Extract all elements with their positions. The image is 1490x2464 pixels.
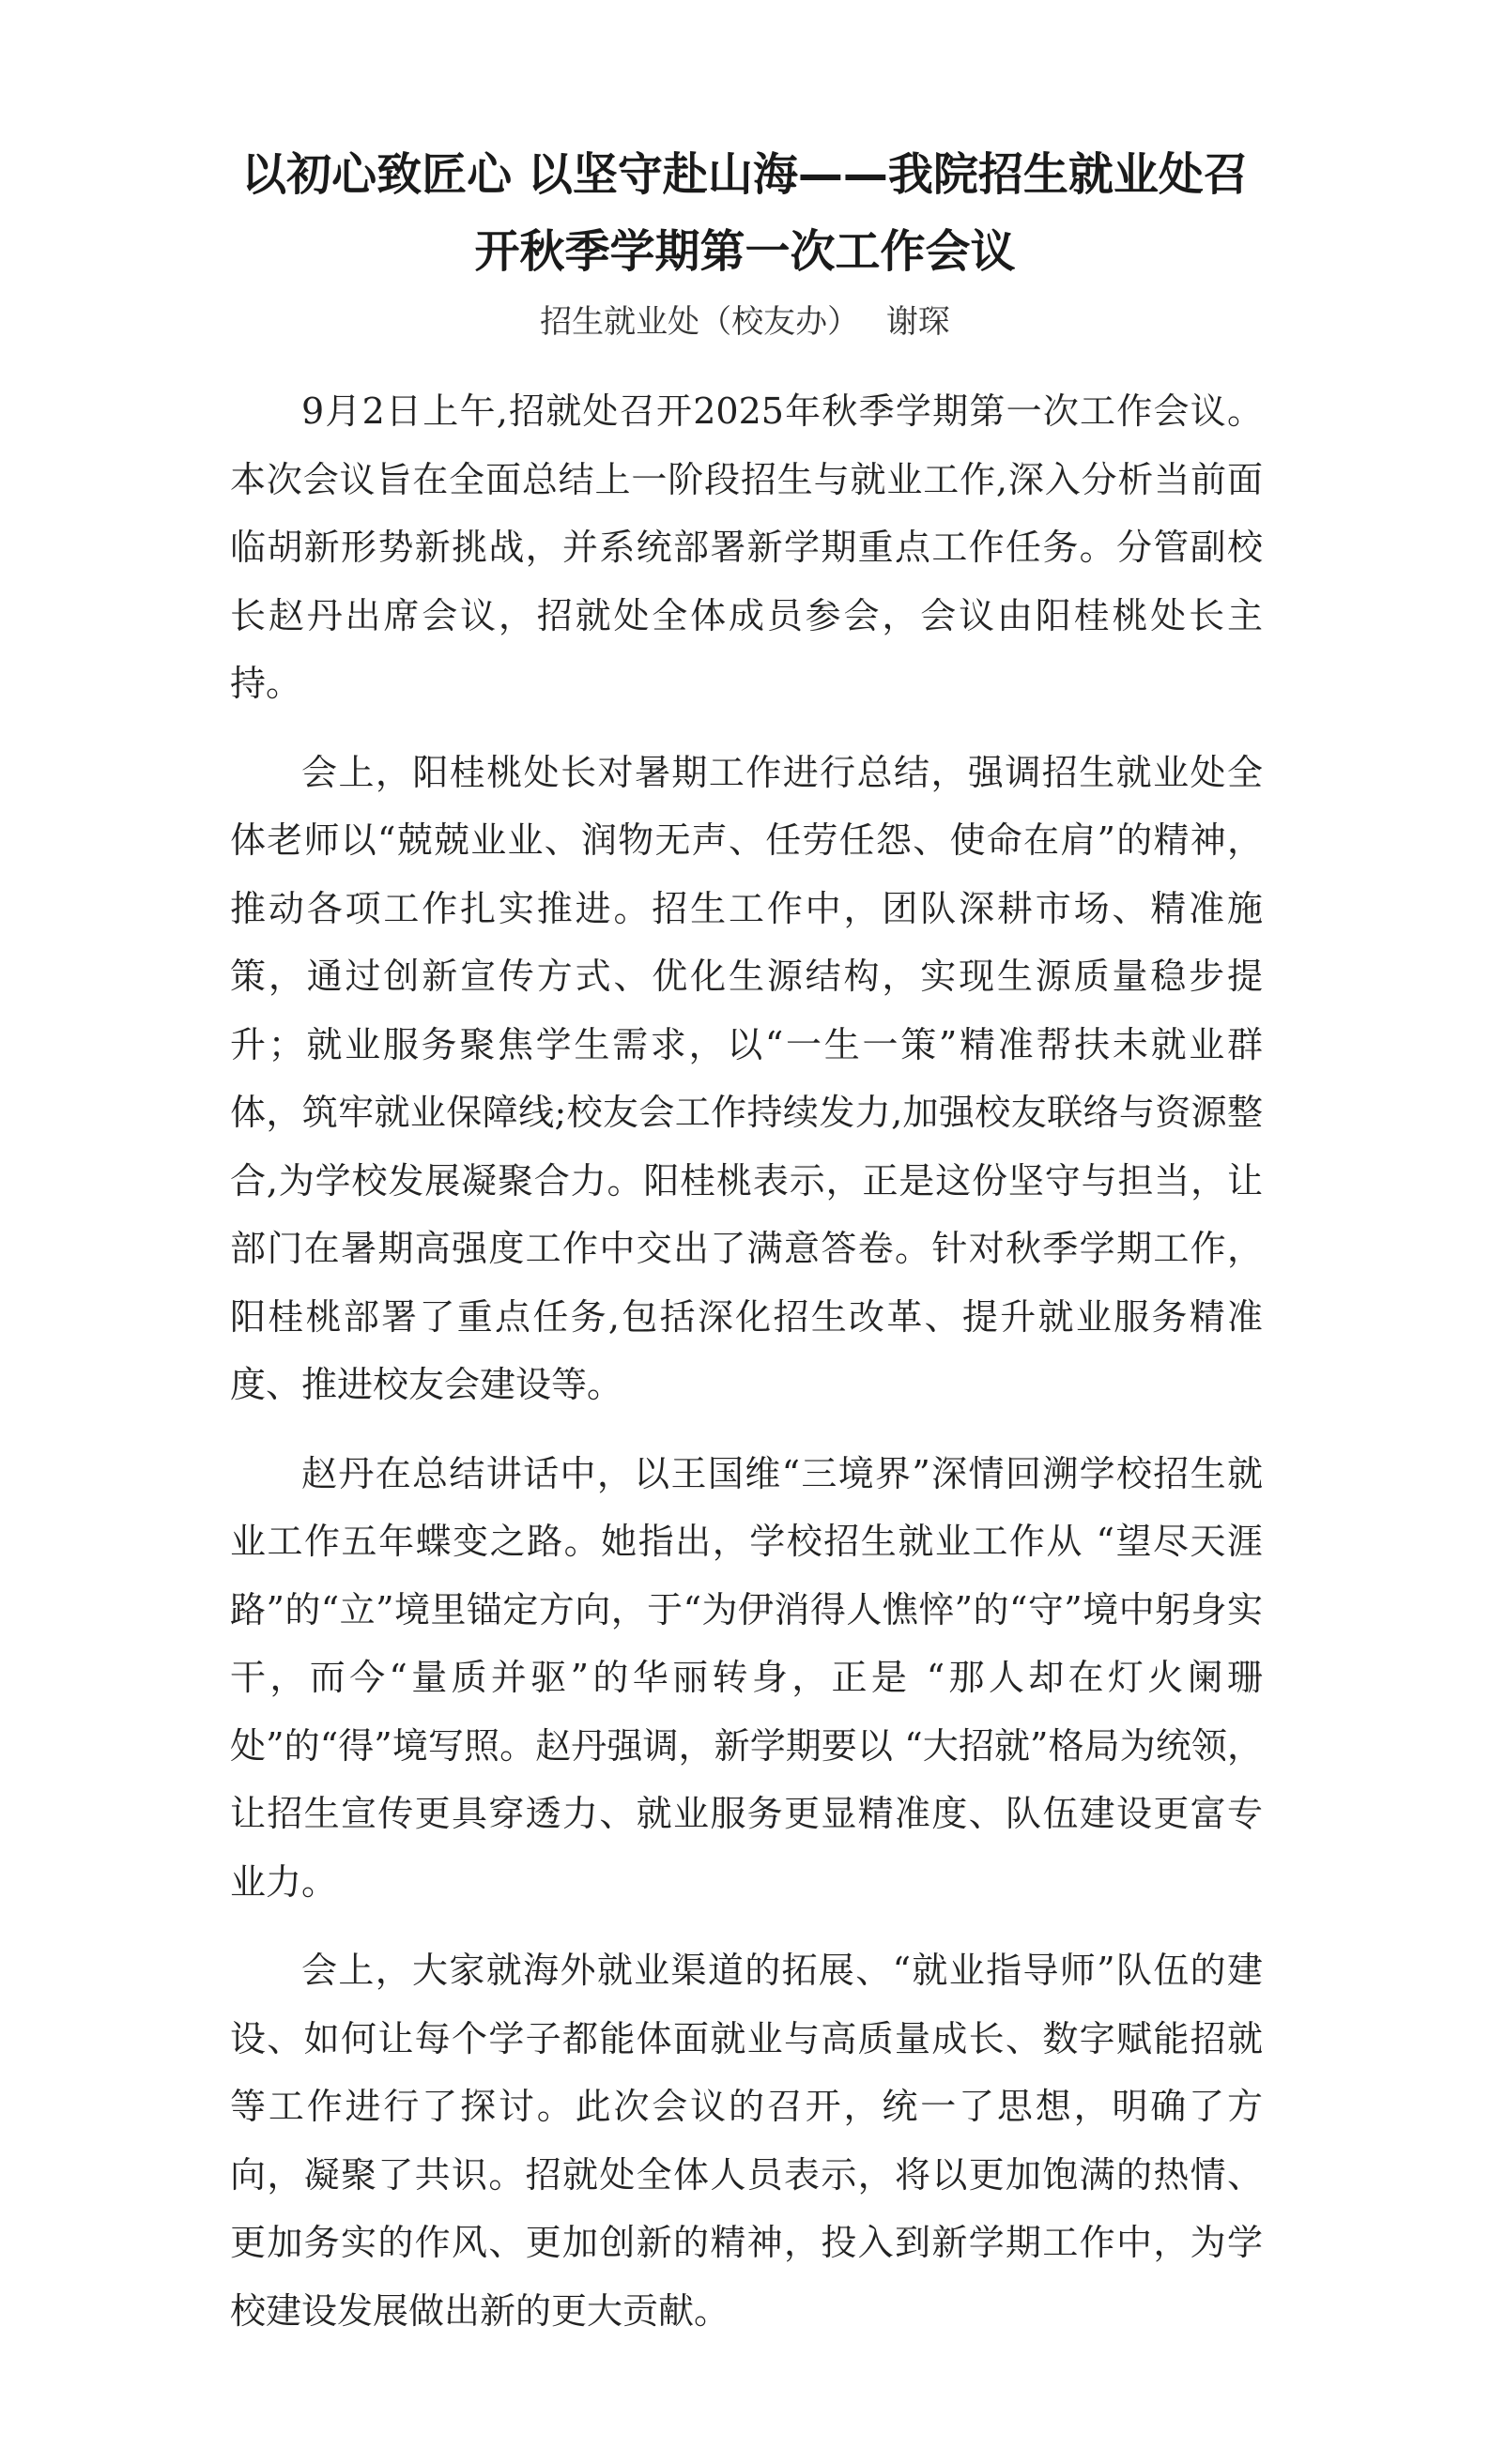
article-title-line-1: 以初心致匠心 以坚守赴山海——我院招生就业处召 — [241, 148, 1249, 201]
paragraph-2: 会上，阳桂桃处长对暑期工作进行总结，强调招生就业处全体老师以“兢兢业业、润物无声、任劳任怨、使命在肩”的精神，推动各项工作扎实推进。招生工作中，团队深耕市场、精准施策，通过创新宣传方式、优化生源结构，实现生源质量稳步提升；就业服务聚焦学生需求，以“一生一策”精准帮扶未就业群体，筑牢就业保障线;校友会工作持续发力,加强校友联络与资源整合,为学校发展凝聚合力。阳桂桃表示，正是这份坚守与担当，让部门在暑期高强度工作中交出了满意答卷。针对秋季学期工作，阳桂桃部署了重点任务,包括深化招生改革、提升就业服务精准度、推进校友会建设等。 — [230, 751, 1263, 1405]
paragraph-3: 赵丹在总结讲话中，以王国维“三境界”深情回溯学校招生就业工作五年蝶变之路。她指出，学校招生就业工作从 “望尽天涯路”的“立”境里锚定方向，于“为伊消得人憔悴”的“守”境中躬身实干，而今“量质并驱”的华丽转身，正是 “那人却在灯火阑珊处”的“得”境写照。赵丹强调，新学期要以 “大招就”格局为统领，让招生宣传更具穿透力、就业服务更显精准度、队伍建设更富专业力。 — [230, 1452, 1263, 1903]
article-title — [188, 136, 1302, 290]
article-byline: 招生就业处（校友办） 谢琛 — [540, 303, 950, 341]
paragraph-1: 9月2日上午,招就处召开2025年秋季学期第一次工作会议。本次会议旨在全面总结上一阶段招生与就业工作,深入分析当前面临胡新形势新挑战，并系统部署新学期重点工作任务。分管副校长赵丹出席会议，招就处全体成员参会，会议由阳桂桃处长主持。 — [230, 390, 1263, 704]
article-body — [230, 377, 1263, 2365]
article-title-line-2: 开秋季学期第一次工作会议 — [474, 225, 1016, 278]
paragraph-4: 会上，大家就海外就业渠道的拓展、“就业指导师”队伍的建设、如何让每个学子都能体面就业与高质量成长、数字赋能招就等工作进行了探讨。此次会议的召开，统一了思想，明确了方向，凝聚了共识。招就处全体人员表示，将以更加饱满的热情、更加务实的作风、更加创新的精神，投入到新学期工作中，为学校建设发展做出新的更大贡献。 — [230, 1950, 1263, 2332]
